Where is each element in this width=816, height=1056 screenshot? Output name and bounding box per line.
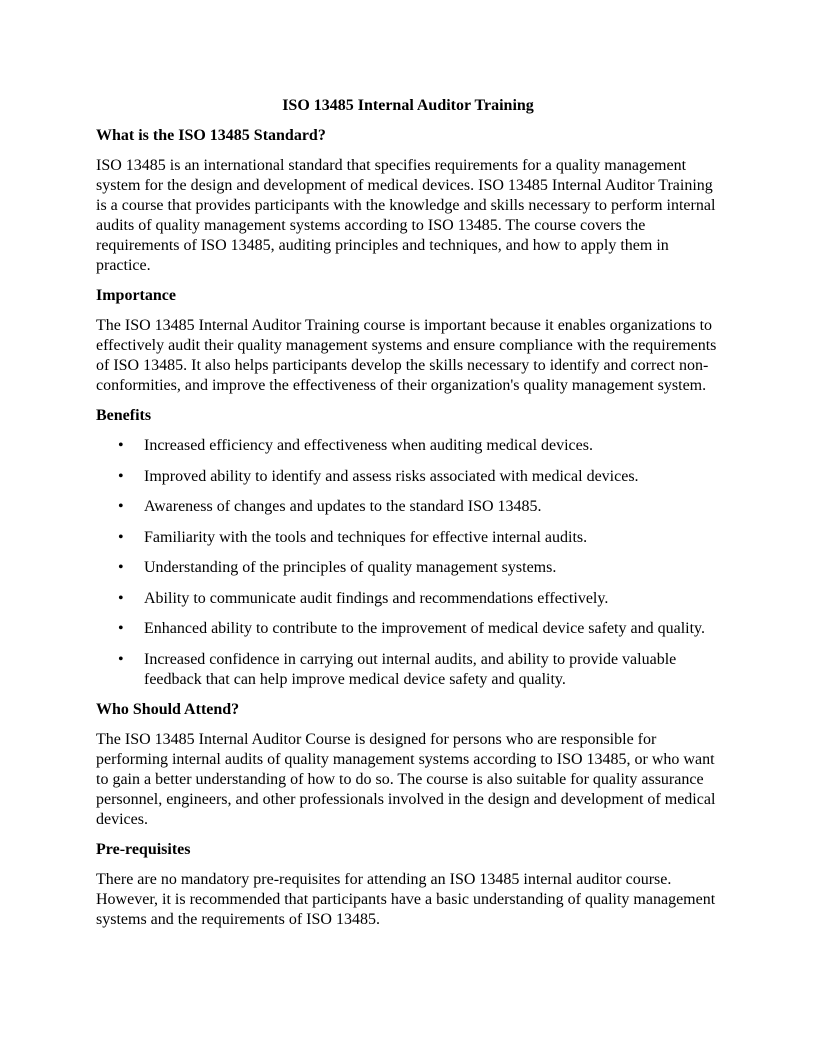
bullet-icon: • <box>118 650 124 668</box>
list-item <box>96 467 720 487</box>
section-heading-who-should-attend: Who Should Attend? <box>96 700 240 718</box>
section-heading-prerequisites: Pre-requisites <box>96 840 191 858</box>
bullet-icon: • <box>118 528 124 546</box>
list-item-text: Improved ability to identify and assess risks associated with medical devices. <box>144 467 639 485</box>
bullet-icon: • <box>118 559 124 576</box>
document-title: ISO 13485 Internal Auditor Training <box>282 97 534 114</box>
section-paragraph-who-should-attend: The ISO 13485 Internal Auditor Course is designed for persons who are responsible for performing internal audits of quality management systems according to ISO 13485, or who want to gain a better understanding of how to do so. The course is also suitable for quality assurance personnel, engineers, and other professionals involved in the design and development of medical devices. <box>96 730 716 828</box>
list-item-text: Familiarity with the tools and techniques for effective internal audits. <box>144 528 588 546</box>
section-paragraph-standard: ISO 13485 is an international standard that specifies requirements for a quality management system for the design and development of medical devices. ISO 13485 Internal Auditor Training is a course that provides participants with the knowledge and skills necessary to perform internal audits of quality management systems according to ISO 13485. The course covers the requirements of ISO 13485, auditing principles and techniques, and how to apply them in practice. <box>96 157 716 274</box>
bullet-icon: • <box>118 620 124 637</box>
list-item <box>96 650 720 690</box>
benefits-list <box>96 436 720 690</box>
list-item <box>96 497 720 517</box>
list-item-text: Ability to communicate audit findings and recommendations effectively. <box>144 589 609 607</box>
list-item-text: Enhanced ability to contribute to the improvement of medical device safety and quality. <box>144 620 705 637</box>
list-item-text: Understanding of the principles of quality management systems. <box>144 559 557 576</box>
section-heading-benefits: Benefits <box>96 407 152 424</box>
section-heading-importance: Importance <box>96 287 176 304</box>
list-item-text: Awareness of changes and updates to the standard ISO 13485. <box>144 498 542 515</box>
list-item <box>96 589 720 609</box>
section-paragraph-prerequisites: There are no mandatory pre-requisites for attending an ISO 13485 internal auditor course. However, it is recommended that participants have a basic understanding of quality management systems and the requirements of ISO 13485. <box>96 870 716 928</box>
list-item <box>96 436 720 456</box>
section-heading-standard: What is the ISO 13485 Standard? <box>96 127 326 144</box>
bullet-icon: • <box>118 498 124 515</box>
list-item <box>96 528 720 548</box>
section-paragraph-importance: The ISO 13485 Internal Auditor Training course is important because it enables organizations to effectively audit their quality management systems and ensure compliance with the requirements of ISO 13485. It also helps participants develop the skills necessary to identify and correct non-conformities, and improve the effectiveness of their organization's quality management system. <box>96 317 717 394</box>
bullet-icon: • <box>118 437 124 454</box>
list-item <box>96 619 720 639</box>
document-page <box>96 96 720 940</box>
bullet-icon: • <box>118 467 124 485</box>
bullet-icon: • <box>118 589 124 607</box>
list-item-text: Increased efficiency and effectiveness when auditing medical devices. <box>144 437 593 454</box>
list-item <box>96 558 720 578</box>
list-item-text: Increased confidence in carrying out internal audits, and ability to provide valuable feedback that can help improve medical device safety and quality. <box>144 650 677 688</box>
